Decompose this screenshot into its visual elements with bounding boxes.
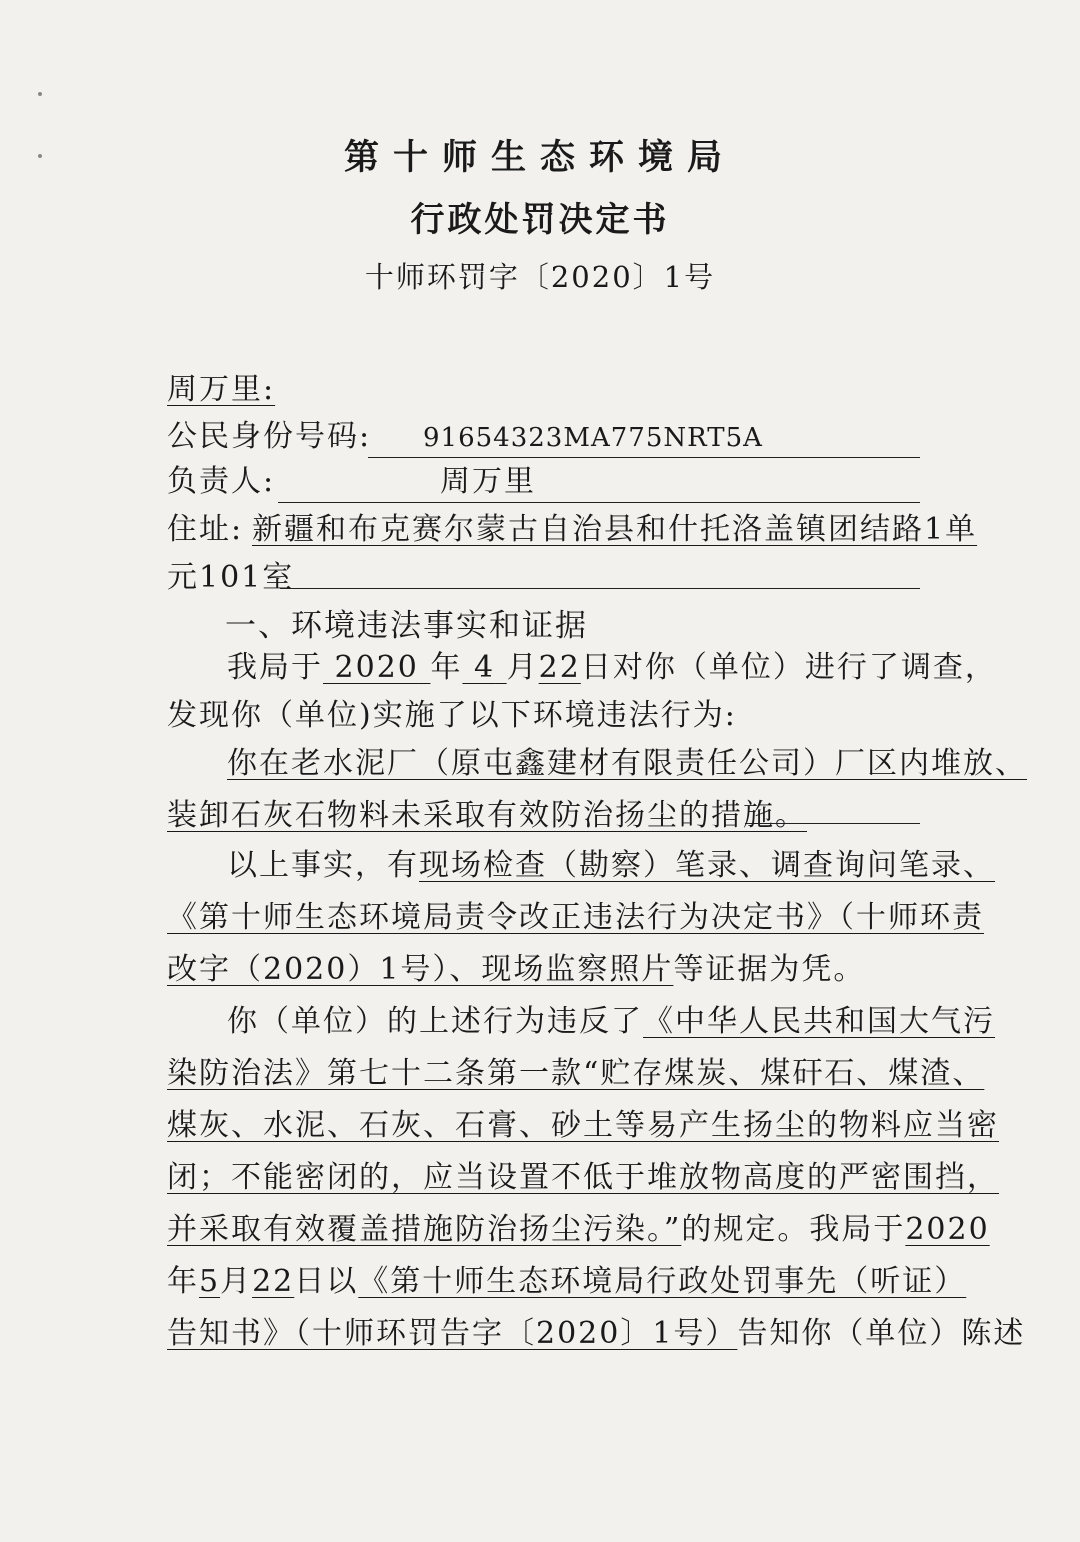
- text: 的规定。我局于: [681, 1212, 906, 1247]
- notice-title: 《第十师生态环境局行政处罚事先（听证）: [358, 1264, 967, 1299]
- law-line-4: 闭；不能密闭的，应当设置不低于堆放物高度的严密围挡，: [167, 1160, 999, 1195]
- notice-day: 22: [252, 1264, 295, 1299]
- section-heading: 一、环境违法事实和证据: [225, 608, 588, 644]
- evidence-line-2: 《第十师生态环境局责令改正违法行为决定书》（十师环责: [167, 900, 984, 935]
- year-value: 2020: [334, 650, 419, 685]
- law-quote-end: 并采取有效覆盖措施防治扬尘污染。”: [167, 1212, 682, 1247]
- id-label: 公民身份号码:: [167, 419, 372, 454]
- agency-title: 第十师生态环境局: [343, 137, 736, 178]
- document-number: 十师环罚字〔2020〕1号: [364, 260, 716, 294]
- notice-line-2: [167, 1314, 1025, 1354]
- scan-speck: [38, 92, 42, 96]
- notice-year: 2020: [905, 1212, 990, 1247]
- violation-fact-line-1: 你在老水泥厂（原屯鑫建材有限责任公司）厂区内堆放、: [227, 746, 1027, 781]
- notice-title-cont: 告知书》（十师环罚告字〔2020〕1号）: [167, 1316, 738, 1351]
- text: 你（单位）的上述行为违反了: [227, 1004, 643, 1039]
- responsible-underline: [278, 502, 920, 503]
- evidence-line-3: [167, 950, 865, 990]
- text: 年: [430, 650, 463, 685]
- investigation-line-2: 发现你（单位)实施了以下环境违法行为:: [167, 698, 737, 733]
- evidence-line-1: [227, 846, 995, 886]
- evidence-items-cont: 改字（2020）1号）、现场监察照片: [167, 952, 674, 987]
- text: 告知你（单位）陈述: [737, 1316, 1026, 1351]
- text: 月: [506, 650, 539, 685]
- fact-underline-extension: [745, 823, 920, 824]
- investigation-line-1: [227, 648, 997, 688]
- text: 我局于: [227, 650, 323, 685]
- text: 等证据为凭。: [673, 952, 866, 987]
- address-line-2: 元101室: [167, 560, 295, 595]
- text: 以上事实，有: [227, 848, 419, 883]
- law-line-1: [227, 1002, 995, 1042]
- responsible-value: 周万里: [440, 464, 536, 499]
- id-value: 91654323MA775NRT5A: [423, 423, 763, 453]
- responsible-label: 负责人:: [167, 464, 276, 499]
- text: 日以: [294, 1264, 359, 1299]
- month-value: 4: [474, 650, 496, 685]
- investigation-month: [462, 650, 506, 685]
- evidence-items: 现场检查（勘察）笔录、调查询问笔录、: [419, 848, 995, 883]
- law-line-3: 煤灰、水泥、石灰、石膏、砂土等易产生扬尘的物料应当密: [167, 1108, 999, 1143]
- law-line-5: [167, 1210, 990, 1250]
- address-line-1: 新疆和布克赛尔蒙古自治县和什托洛盖镇团结路1单: [252, 512, 978, 547]
- law-citation: 《中华人民共和国大气污: [643, 1004, 995, 1039]
- text: 月: [220, 1264, 253, 1299]
- text: 日对你（单位）进行了调查，: [580, 650, 997, 685]
- document-type-title: 行政处罚决定书: [410, 200, 670, 240]
- notice-line-1: [167, 1262, 966, 1302]
- investigation-day: 22: [538, 650, 581, 685]
- party-name: 周万里:: [167, 372, 276, 407]
- violation-fact-line-2: 装卸石灰石物料未采取有效防治扬尘的措施。: [167, 798, 807, 833]
- text: 年: [167, 1264, 199, 1299]
- investigation-year: [323, 650, 430, 685]
- law-line-2: 染防治法》第七十二条第一款“贮存煤炭、煤矸石、煤渣、: [167, 1056, 985, 1091]
- notice-month: 5: [199, 1264, 221, 1299]
- address-label: 住址:: [167, 512, 244, 547]
- address-underline: [280, 588, 920, 589]
